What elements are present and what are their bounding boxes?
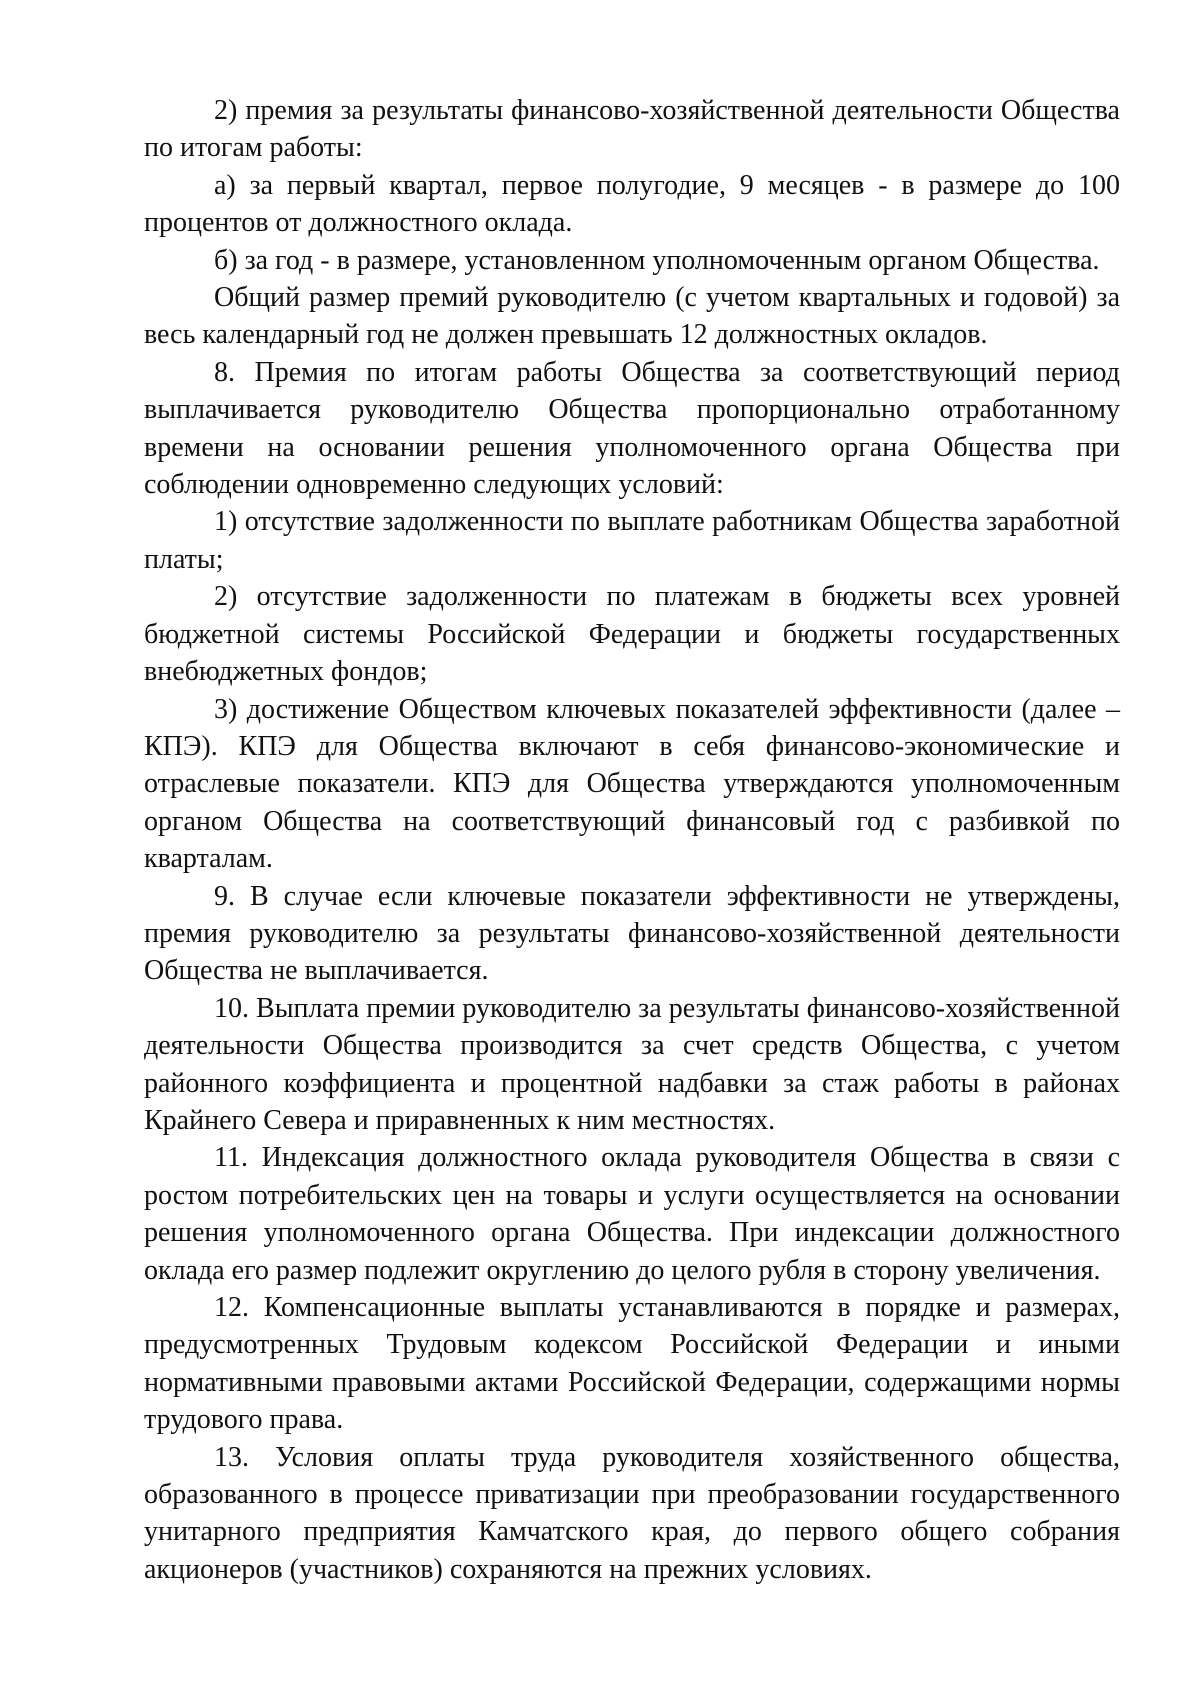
paragraph-clause-9: 9. В случае если ключевые показатели эффективности не утверждены, премия руководителю за результаты финансово-хозяйственной деятельности Общества не выплачивается. — [144, 880, 1120, 987]
paragraph-condition-2: 2) отсутствие задолженности по платежам в бюджеты всех уровней бюджетной системы Российской Федерации и бюджеты государственных внебюджетных фондов; — [144, 581, 1120, 688]
paragraph-clause-13: 13. Условия оплаты труда руководителя хозяйственного общества, образованного в процессе приватизации при преобразовании государственного унитарного предприятия Камчатского края, до первого общего собрания акционеров (участников) сохраняются на прежних условиях. — [144, 1441, 1120, 1585]
paragraph-condition-1: 1) отсутствие задолженности по выплате работникам Общества заработной платы; — [144, 506, 1120, 575]
paragraph-clause-8: 8. Премия по итогам работы Общества за соответствующий период выплачивается руководителю Общества пропорционально отработанному времени на основании решения уполномоченного органа Общества при соблюдении одновременно следующих условий: — [144, 356, 1120, 501]
paragraph-bonus-subitem-a: а) за первый квартал, первое полугодие, 9 месяцев - в размере до 100 процентов от должностного оклада. — [144, 169, 1120, 239]
paragraph-clause-12: 12. Компенсационные выплаты устанавливаются в порядке и размерах, предусмотренных Трудовым кодексом Российской Федерации и иными нормативными правовыми актами Российской Федерации, содержащими нормы трудового права. — [144, 1292, 1120, 1436]
paragraph-clause-11: 11. Индексация должностного оклада руководителя Общества в связи с ростом потребительских цен на товары и услуги осуществляется на основании решения уполномоченного органа Общества. При индексации должностного оклада его размер подлежит округлению до целого рубля в сторону увеличения. — [144, 1142, 1120, 1286]
document-page — [144, 92, 1120, 1588]
paragraph-bonus-subitem-b: б) за год - в размере, установленном уполномоченным органом Общества. — [214, 244, 1100, 276]
paragraph-clause-10: 10. Выплата премии руководителю за результаты финансово-хозяйственной деятельности Общества производится за счет средств Общества, с учетом районного коэффициента и процентной надбавки за стаж работы в районах Крайнего Севера и приравненных к ним местностях. — [144, 992, 1120, 1136]
paragraph-bonus-item-2: 2) премия за результаты финансово-хозяйственной деятельности Общества по итогам работы: — [144, 95, 1120, 164]
paragraph-total-bonus-limit: Общий размер премий руководителю (с учетом квартальных и годовой) за весь календарный год не должен превышать 12 должностных окладов. — [144, 282, 1120, 351]
paragraph-condition-3: 3) достижение Обществом ключевых показателей эффективности (далее – КПЭ). КПЭ для Общества включают в себя финансово-экономические и отраслевые показатели. КПЭ для Общества утверждаются уполномоченным органом Общества на соответствующий финансовый год с разбивкой по кварталам. — [144, 693, 1120, 875]
